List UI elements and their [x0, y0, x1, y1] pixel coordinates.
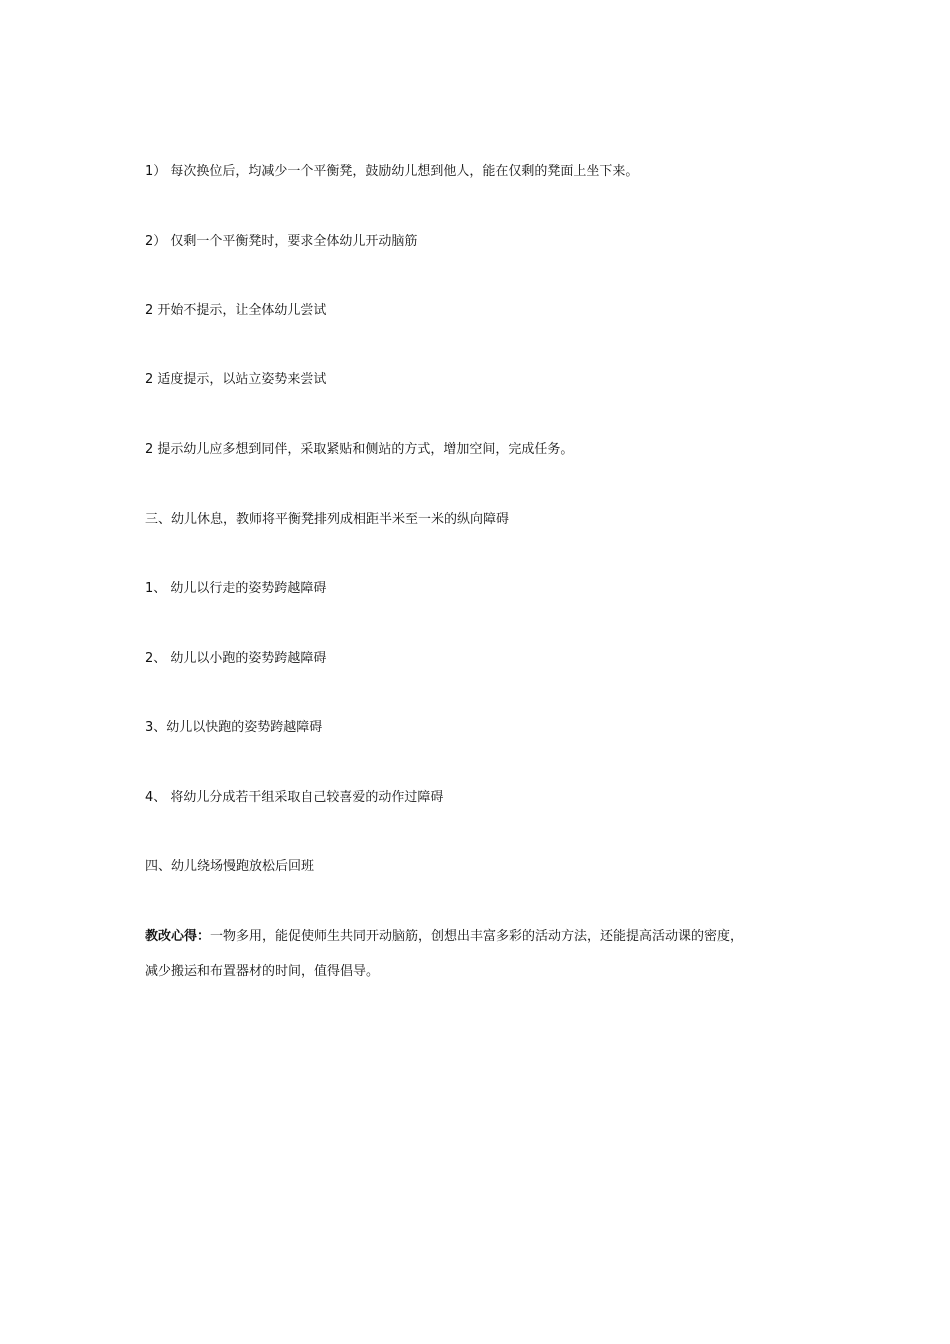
step-line-6	[145, 579, 326, 599]
line-number: 1）	[145, 164, 167, 179]
line-text: 幼儿以行走的姿势跨越障碍	[166, 581, 327, 596]
line-number: 2	[145, 372, 154, 387]
step-line-1	[145, 162, 638, 182]
reflection-paragraph	[145, 927, 743, 947]
line-number: 2	[145, 303, 154, 318]
step-line-5	[145, 440, 573, 460]
line-number: 4、	[145, 790, 167, 805]
reflection-text-line-2: 减少搬运和布置器材的时间，值得倡导。	[145, 964, 380, 979]
line-number: 1、	[145, 581, 167, 596]
line-text: 幼儿以小跑的姿势跨越障碍	[166, 651, 327, 666]
line-number: 2、	[145, 651, 167, 666]
step-line-4	[145, 370, 326, 390]
reflection-paragraph-continued	[145, 962, 379, 982]
line-text: 幼儿以快跑的姿势跨越障碍	[166, 720, 323, 735]
line-text: 仅剩一个平衡凳时，要求全体幼儿开动脑筋	[166, 234, 418, 249]
line-text: 适度提示，以站立姿势来尝试	[153, 372, 327, 387]
reflection-label: 教改心得：	[145, 929, 211, 944]
line-text: 三、幼儿休息，教师将平衡凳排列成相距半米至一米的纵向障碍	[145, 512, 510, 527]
step-line-9	[145, 788, 443, 808]
step-line-2	[145, 232, 417, 252]
line-text: 将幼儿分成若干组采取自己较喜爱的动作过障碍	[166, 790, 444, 805]
line-text: 每次换位后，均减少一个平衡凳，鼓励幼儿想到他人，能在仅剩的凳面上坐下来。	[166, 164, 639, 179]
section-heading-4	[145, 857, 314, 877]
line-text: 四、幼儿绕场慢跑放松后回班	[145, 859, 315, 874]
step-line-3	[145, 301, 326, 321]
line-text: 开始不提示，让全体幼儿尝试	[153, 303, 327, 318]
line-number: 2）	[145, 234, 167, 249]
section-heading-3	[145, 510, 509, 530]
step-line-8	[145, 718, 322, 738]
reflection-text-line-1: 一物多用，能促使师生共同开动脑筋，创想出丰富多彩的活动方法，还能提高活动课的密度，	[210, 929, 744, 944]
line-number: 3、	[145, 720, 167, 735]
line-text: 提示幼儿应多想到同伴，采取紧贴和侧站的方式，增加空间，完成任务。	[153, 442, 574, 457]
step-line-7	[145, 649, 326, 669]
line-number: 2	[145, 442, 154, 457]
